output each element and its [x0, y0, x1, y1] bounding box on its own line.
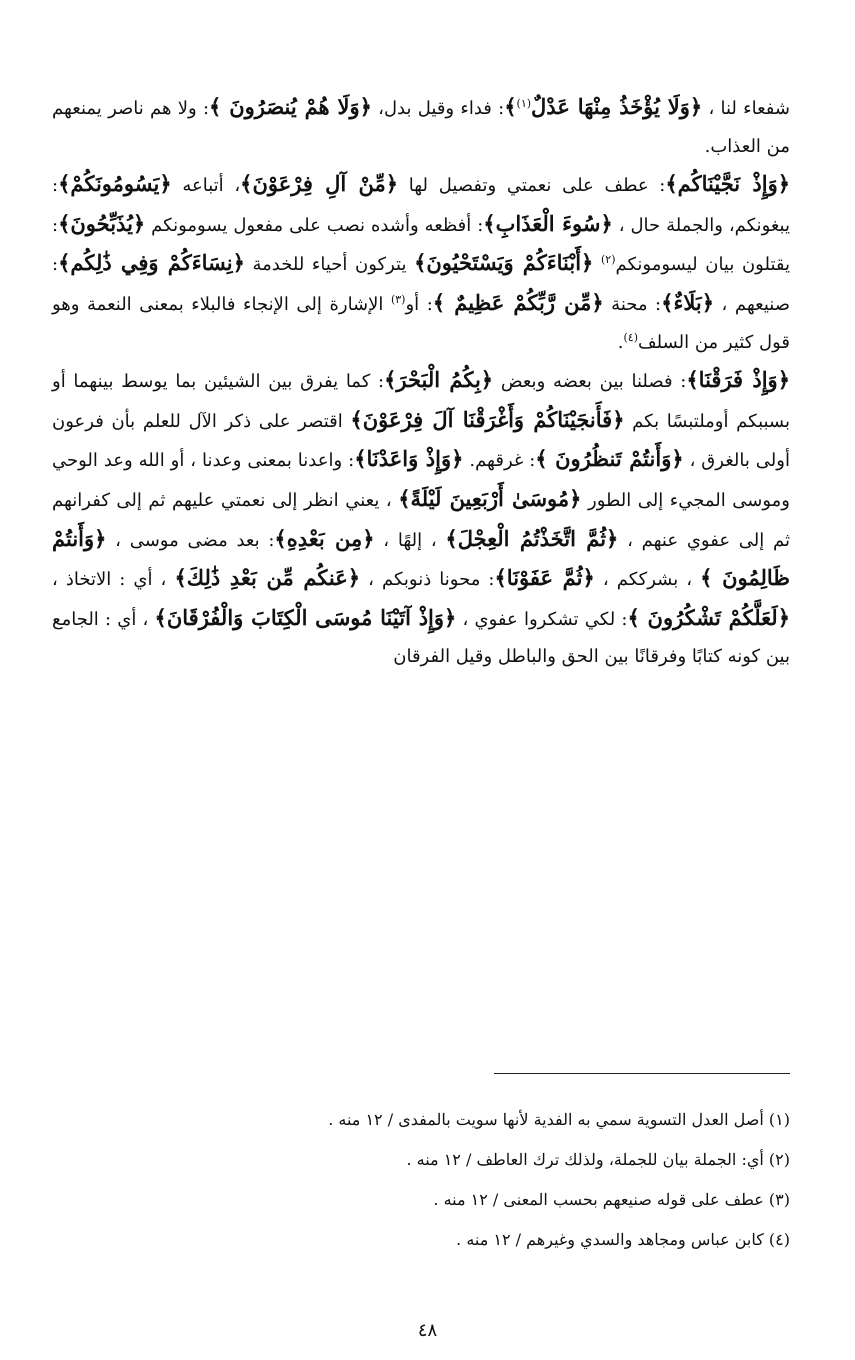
commentary-text: ، إلهًا ، [374, 529, 446, 551]
footnote-ref: (١) [516, 97, 532, 110]
quran-quote: ﴿وَإِذْ فَرَقْنَا﴾ [686, 367, 790, 393]
quran-quote: ﴿وَإِذْ نَجَّيْنَاكُم﴾ [665, 171, 791, 197]
quran-quote: ﴿مِّن رَّبِّكُمْ عَظِيمٌ ﴾ [432, 289, 604, 315]
quran-quote: ﴿وَلَا هُمْ يُنصَرُونَ ﴾ [209, 94, 372, 119]
footnotes [52, 1100, 790, 1260]
commentary-text: : لكي تشكروا عفوي ، [456, 608, 628, 630]
quran-quote: ﴿بَلَاءٌ﴾ [661, 289, 714, 315]
commentary-text: : فصلنا بين بعضه وبعض [493, 371, 687, 393]
commentary-text: : أفظعه وأشده نصب على مفعول يسومونكم [145, 214, 484, 236]
quran-quote: ﴿يَسُومُونَكُمْ﴾ [58, 171, 172, 197]
quran-quote: ﴿وَإِذْ آتَيْنَا مُوسَى الْكِتَابَ وَالْفُرْقَانَ﴾ [154, 604, 457, 630]
commentary-text [593, 254, 601, 275]
commentary-text: : كما يفرق بين الشيئين بما يوسط بينهما أو بسببكم أوملتبسًا بكم [52, 371, 791, 432]
commentary-text: ، يعني انظر إلى نعمتي عليهم ثم إلى كفرانهم ثم إلى عفوي عنهم ، [52, 489, 790, 551]
commentary-text: : فداء وقيل بدل، [371, 98, 505, 119]
quran-quote: ﴿يُذَبِّحُونَ﴾ [58, 210, 146, 236]
commentary-text: : غرقهم. [463, 450, 536, 472]
quran-quote: ﴿ثُمَّ عَفَوْنَا﴾ [494, 565, 595, 591]
commentary-text: : ولا هم ناصر يمنعهم من العذاب. [52, 98, 790, 157]
quran-quote: ﴿نِسَاءَكُمْ وَفِي ذَٰلِكُم﴾ [58, 250, 245, 276]
commentary-text: ، أي : الاتخاذ ، [52, 569, 175, 591]
commentary-text: ، بشرككم ، [594, 569, 701, 591]
quran-quote: ﴿سُوءَ الْعَذَابِ﴾ [483, 210, 613, 236]
quran-quote: ﴿وَلَا يُؤْخَذُ مِنْهَا عَدْلٌ [531, 94, 703, 119]
quran-quote: ﴿أَبْنَاءَكُمْ وَيَسْتَحْيُونَ﴾ [414, 250, 594, 276]
commentary-text: الإشارة إلى الإنجاء فالبلاء بمعنى النعمة وهو قول كثير من السلف [52, 293, 790, 353]
commentary-text: ، أي : الجامع بين كونه كتابًا وفرقانًا بين الحق والباطل وقيل الفرقان [52, 608, 790, 668]
quran-quote: ﴿عَنكُم مِّن بَعْدِ ذَٰلِكَ﴾ [174, 565, 361, 591]
paragraph-3 [52, 361, 790, 676]
main-text [52, 88, 790, 676]
quran-quote: ﴿فَأَنجَيْنَاكُمْ وَأَغْرَقْنَا آلَ فِرْعَوْنَ﴾ [350, 406, 625, 432]
commentary-text: يتركون أحياء للخدمة [244, 254, 415, 276]
footnote-2: (٢) أي: الجملة بيان للجملة، ولذلك ترك العاطف / ١٢ منه . [406, 1150, 790, 1169]
quran-quote: ﴿وَأَنتُمْ ظَالِمُونَ ﴾ [52, 525, 790, 591]
quran-quote: ﴿ثُمَّ اتَّخَذْتُمُ الْعِجْلَ﴾ [445, 525, 619, 551]
commentary-text: : أو [405, 293, 433, 315]
commentary-text: اقتصر على ذكر الآل للعلم بأن فرعون أولى بالغرق ، [52, 410, 790, 472]
commentary-text: : محنة [603, 293, 662, 315]
footnote-1: (١) أصل العدل التسوية سمي به الفدية لأنها سويت بالمفدى / ١٢ منه . [328, 1110, 790, 1129]
commentary-text: : صنيعهم ، [52, 254, 790, 315]
commentary-text: : يقتلون بيان ليسومونكم [52, 214, 790, 276]
commentary-text: شفعاء لنا ، [702, 98, 790, 119]
quran-quote: ﴾ [504, 94, 517, 119]
commentary-text: ، أتباعه [171, 175, 241, 197]
commentary-text: : يبغونكم، والجملة حال ، [52, 175, 790, 236]
commentary-text: : بعد مضى موسى ، [106, 529, 275, 551]
commentary-text: : واعدنا بمعنى وعدنا ، أو الله وعد الوحي وموسى المجيء إلى الطور [52, 450, 791, 511]
commentary-text: : محونا ذنوبكم ، [360, 569, 495, 591]
quran-quote: ﴿مِّنْ آلِ فِرْعَوْنَ﴾ [240, 171, 399, 197]
quran-quote: ﴿لَعَلَّكُمْ تَشْكُرُونَ ﴾ [627, 604, 791, 630]
footnote-ref: (٣) [390, 292, 406, 306]
page-number: ٤٨ [417, 1320, 438, 1341]
footnote-ref: (٢) [600, 253, 616, 267]
footnote-4: (٤) كابن عباس ومجاهد والسدي وغيرهم / ١٢ منه . [456, 1230, 790, 1249]
paragraph-2 [52, 165, 790, 361]
quran-quote: ﴿مُوسَىٰ أَرْبَعِينَ لَيْلَةً﴾ [398, 485, 582, 511]
commentary-text: . [617, 331, 624, 353]
paragraph-1 [52, 88, 790, 165]
footnote-ref: (٤) [623, 330, 638, 344]
quran-quote: ﴿مِن بَعْدِهِ﴾ [274, 525, 375, 551]
footnote-divider [494, 1073, 790, 1074]
commentary-text: : عطف على نعمتي وتفصيل لها [398, 175, 666, 197]
footnote-3: (٣) عطف على قوله صنيعهم بحسب المعنى / ١٢ منه . [433, 1190, 790, 1209]
quran-quote: ﴿وَإِذْ وَاعَدْنَا﴾ [354, 446, 464, 472]
quran-quote: ﴿وَأَنتُمْ تَنظُرُونَ ﴾ [535, 446, 684, 472]
quran-quote: ﴿بِكُمُ الْبَحْرَ﴾ [384, 367, 494, 393]
